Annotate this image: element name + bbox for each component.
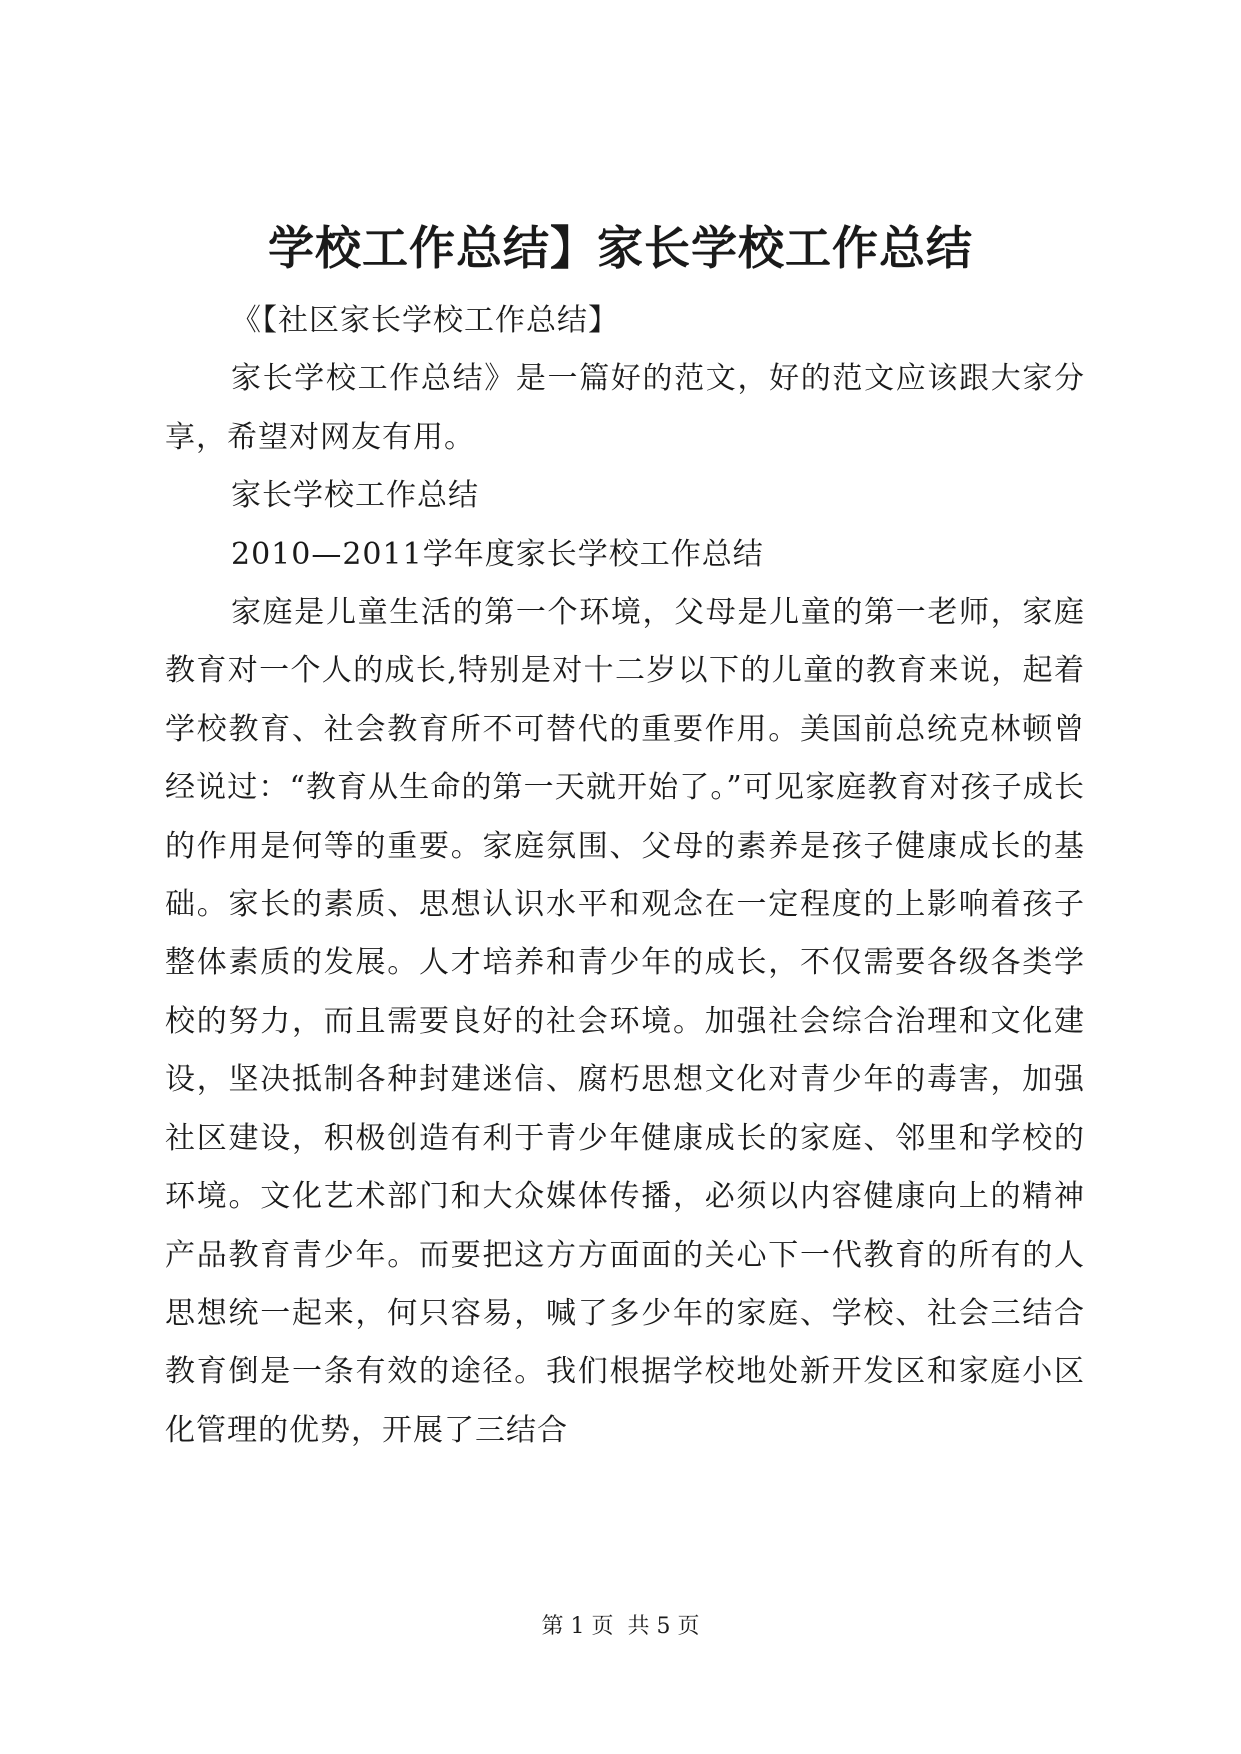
paragraph-intro: 家长学校工作总结》是一篇好的范文，好的范文应该跟大家分享，希望对网友有用。	[165, 361, 1085, 455]
paragraph-body: 家庭是儿童生活的第一个环境，父母是儿童的第一老师，家庭教育对一个人的成长,特别是对十二岁以下的儿童的教育来说，起着学校教育、社会教育所不可替代的重要作用。美国前总统克林顿曾经说过：“教育从生命的第一天就开始了。”可见家庭教育对孩子成长的作用是何等的重要。家庭氛围、父母的素养是孩子健康成长的基础。家长的素质、思想认识水平和观念在一定程度的上影响着孩子整体素质的发展。人才培养和青少年的成长，不仅需要各级各类学校的努力，而且需要良好的社会环境。加强社会综合治理和文化建设，坚决抵制各种封建迷信、腐朽思想文化对青少年的毒害，加强社区建设，积极创造有利于青少年健康成长的家庭、邻里和学校的环境。文化艺术部门和大众媒体传播，必须以内容健康向上的精神产品教育青少年。而要把这方方面面的关心下一代教育的所有的人思想统一起来，何只容易，喊了多少年的家庭、学校、社会三结合教育倒是一条有效的途径。我们根据学校地处新开发区和家庭小区化管理的优势，开展了三结合	[165, 595, 1085, 1448]
paragraph-subtitle: 《【社区家长学校工作总结】	[231, 303, 619, 338]
paragraph-year-heading: 2010—2011学年度家长学校工作总结	[231, 536, 764, 572]
paragraph-heading: 家长学校工作总结	[231, 478, 479, 514]
page-number: 第 1 页	[541, 1614, 614, 1639]
page-title: 学校工作总结】家长学校工作总结	[268, 221, 973, 275]
page-total: 共 5 页	[627, 1614, 700, 1639]
page-footer	[0, 1612, 1241, 1642]
document-body	[165, 292, 1085, 1460]
